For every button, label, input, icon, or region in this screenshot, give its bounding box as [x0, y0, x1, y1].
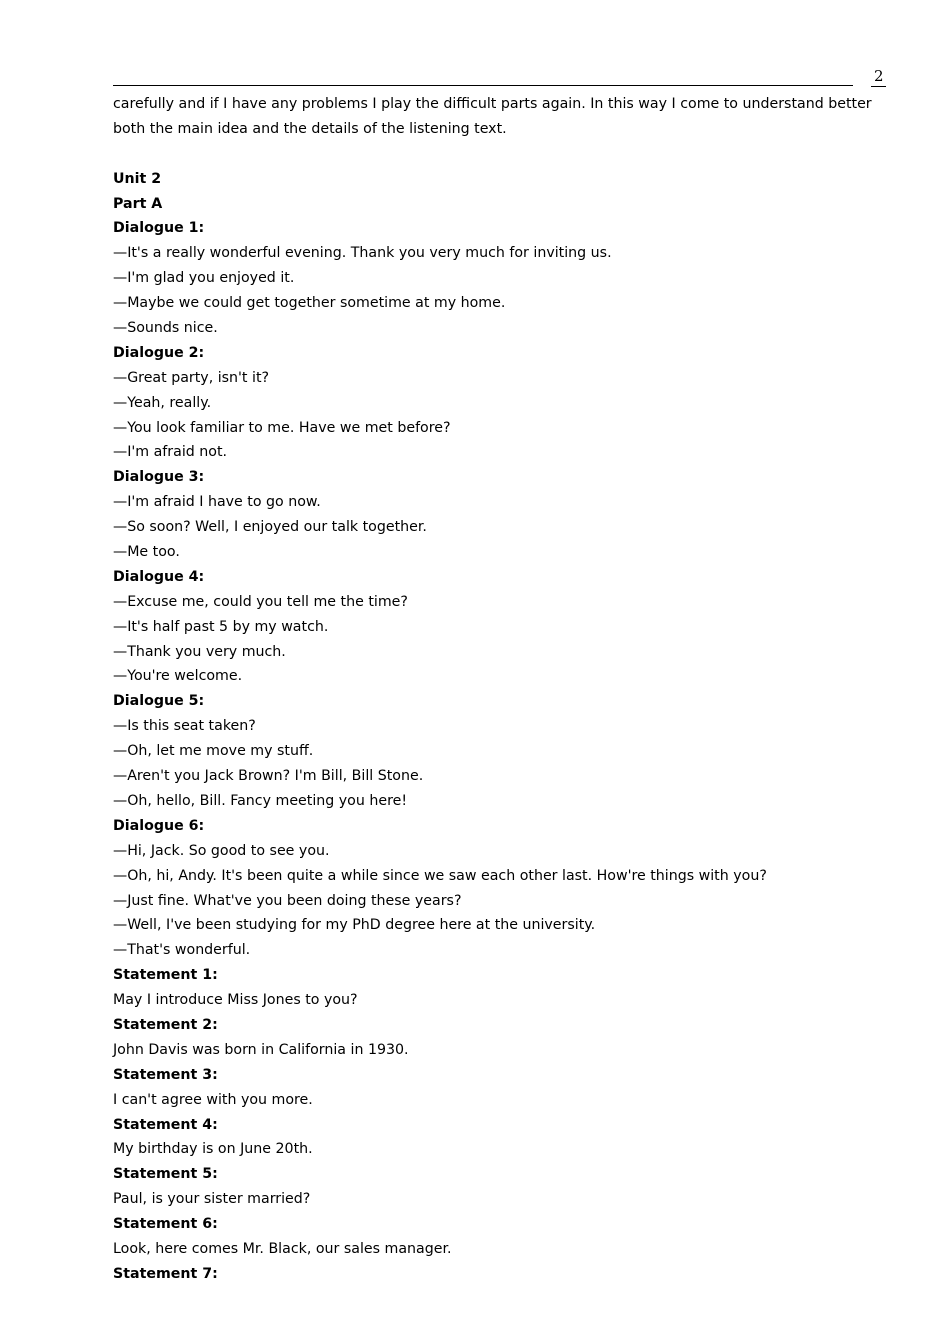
intro-line: both the main idea and the details of the listening text.: [113, 120, 507, 137]
dialogue-heading: Dialogue 5:: [113, 693, 205, 710]
part-title: Part A: [113, 195, 163, 212]
statement-text: John Davis was born in California in 1930.: [113, 1041, 409, 1058]
dialogue-line: —Thank you very much.: [113, 643, 286, 660]
statement-heading: Statement 3:: [113, 1066, 218, 1083]
dialogue-line: —You look familiar to me. Have we met before?: [113, 419, 451, 436]
dialogue-line: —Well, I've been studying for my PhD degree here at the university.: [113, 917, 596, 934]
dialogue-line: —I'm afraid I have to go now.: [113, 494, 321, 511]
dialogue-line: —Hi, Jack. So good to see you.: [113, 842, 330, 859]
dialogue-line: —Yeah, really.: [113, 394, 212, 411]
dialogue-line: —Oh, let me move my stuff.: [113, 743, 314, 760]
dialogue-line: —Oh, hello, Bill. Fancy meeting you here!: [113, 792, 408, 809]
intro-line: carefully and if I have any problems I play the difficult parts again. In this way I come to understand better: [113, 96, 872, 112]
dialogue-line: —I'm afraid not.: [113, 444, 228, 461]
dialogue-heading: Dialogue 4:: [113, 568, 205, 585]
page-number: 2: [871, 66, 886, 87]
dialogue-line: —So soon? Well, I enjoyed our talk together.: [113, 519, 427, 536]
statement-text: Look, here comes Mr. Black, our sales manager.: [113, 1240, 452, 1257]
dialogue-line: —Is this seat taken?: [113, 718, 256, 735]
header-rule: [113, 85, 853, 86]
dialogue-line: —Maybe we could get together sometime at my home.: [113, 295, 506, 312]
dialogue-line: —That's wonderful.: [113, 942, 251, 959]
dialogue-line: —It's half past 5 by my watch.: [113, 618, 329, 635]
unit-title: Unit 2: [113, 170, 162, 187]
dialogue-section: [113, 216, 893, 963]
statement-text: May I introduce Miss Jones to you?: [113, 992, 358, 1009]
dialogue-line: —Me too.: [113, 544, 180, 561]
statement-heading: Statement 4:: [113, 1116, 218, 1133]
dialogue-heading: Dialogue 2:: [113, 344, 205, 361]
dialogue-line: —Great party, isn't it?: [113, 369, 270, 386]
statement-heading: Statement 6:: [113, 1216, 218, 1233]
dialogue-line: —I'm glad you enjoyed it.: [113, 270, 295, 287]
statement-heading: Statement 5:: [113, 1166, 218, 1183]
dialogue-line: —Aren't you Jack Brown? I'm Bill, Bill Stone.: [113, 768, 424, 785]
dialogue-line: —Oh, hi, Andy. It's been quite a while since we saw each other last. How're things with you?: [113, 867, 767, 884]
dialogue-line: —You're welcome.: [113, 668, 243, 685]
dialogue-line: —It's a really wonderful evening. Thank you very much for inviting us.: [113, 245, 612, 262]
dialogue-line: —Sounds nice.: [113, 320, 218, 337]
dialogue-heading: Dialogue 6:: [113, 817, 205, 834]
dialogue-heading: Dialogue 3:: [113, 469, 205, 486]
dialogue-heading: Dialogue 1:: [113, 220, 205, 237]
statement-section: [113, 963, 893, 1287]
statement-heading: Statement 2:: [113, 1016, 218, 1033]
dialogue-line: —Just fine. What've you been doing these years?: [113, 892, 462, 909]
document-body: [113, 92, 893, 1287]
dialogue-line: —Excuse me, could you tell me the time?: [113, 593, 408, 610]
statement-heading: Statement 1:: [113, 967, 218, 984]
statement-text: I can't agree with you more.: [113, 1091, 313, 1108]
statement-text: My birthday is on June 20th.: [113, 1141, 313, 1158]
statement-heading: Statement 7:: [113, 1265, 218, 1282]
spacer: [113, 142, 893, 167]
statement-text: Paul, is your sister married?: [113, 1191, 311, 1208]
